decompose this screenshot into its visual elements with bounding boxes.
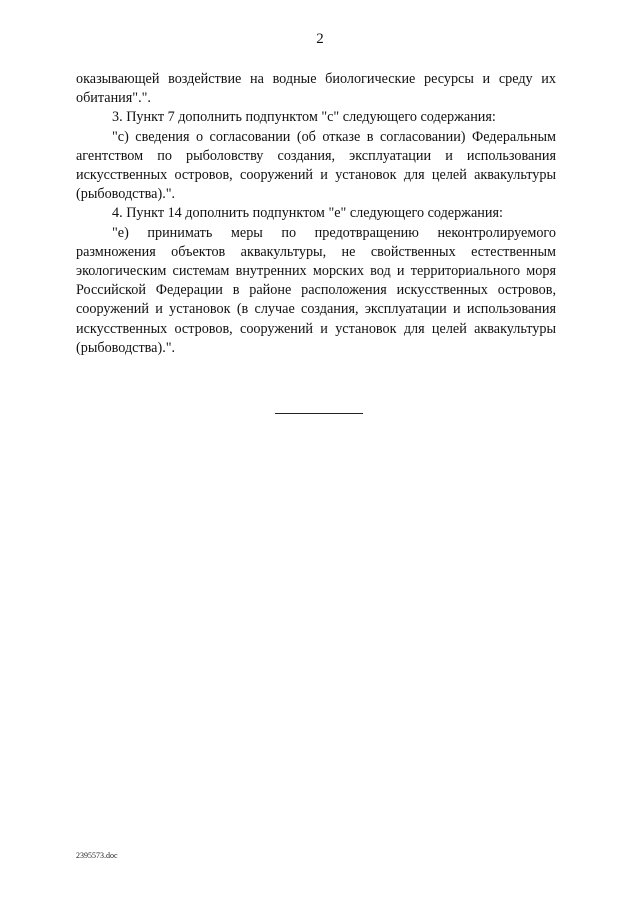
paragraph-item-4: 4. Пункт 14 дополнить подпунктом "е" следующего содержания: (112, 205, 503, 222)
document-body (76, 70, 556, 358)
closing-rule (275, 413, 363, 414)
paragraph-subitem-e: "е) принимать меры по предотвращению неконтролируемого размножения объектов аквакультуры, не свойственных естественным экологическим системам внутренних морских вод и территориального моря Российской Федерации в районе расположения искусственных островов, сооружений и установок (в случае создания, эксплуатации и использования искусственных островов, сооружений и установок для целей аквакультуры (рыбоводства).". (76, 224, 556, 356)
paragraph-continuation: оказывающей воздействие на водные биологические ресурсы и среду их обитания".". (76, 71, 556, 107)
paragraph-subitem-c: "с) сведения о согласовании (об отказе в согласовании) Федеральным агентством по рыболовству создания, эксплуатации и использования искусственных островов, сооружений и установок для целей аквакультуры (рыбоводства).". (76, 128, 556, 203)
page-number: 2 (316, 31, 324, 47)
paragraph-item-3: 3. Пункт 7 дополнить подпунктом "с" следующего содержания: (112, 109, 496, 126)
document-id: 2395573.doc (76, 851, 118, 860)
